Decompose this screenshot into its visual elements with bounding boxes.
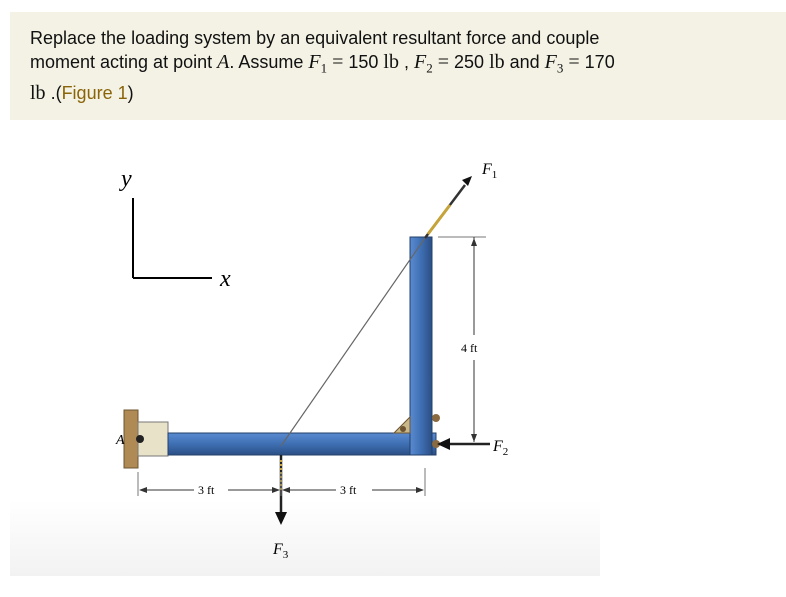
- dim-horizontal: [138, 468, 425, 496]
- f1-symbol: F: [308, 51, 321, 73]
- horizontal-member: [168, 433, 436, 455]
- f1-value: 150: [348, 52, 379, 72]
- f2-symbol: F: [414, 51, 427, 73]
- point-a-label: A: [116, 433, 125, 448]
- problem-text-end: .(: [45, 82, 62, 103]
- and-word: and: [504, 52, 545, 72]
- dim-vertical: [438, 237, 486, 442]
- problem-line-1: [30, 26, 766, 50]
- cable-line: [281, 238, 425, 446]
- f3-value: 170: [584, 52, 615, 72]
- problem-line-2: [30, 50, 766, 81]
- f3-label: $F_3$: [273, 541, 289, 561]
- f1-unit: lb: [383, 51, 399, 73]
- problem-text-2a: moment acting at point: [30, 52, 218, 72]
- problem-statement: [10, 12, 786, 120]
- wall-support: [124, 410, 168, 468]
- problem-text-1: Replace the loading system by an equivalent resultant force and couple: [30, 28, 600, 48]
- figure-1-link[interactable]: Figure 1: [61, 82, 128, 103]
- f3-unit: lb: [30, 81, 46, 104]
- point-a-marker: [136, 435, 144, 443]
- problem-line-3: [30, 81, 766, 105]
- close-paren: ): [127, 82, 134, 103]
- f3-equals: =: [563, 51, 585, 73]
- vertical-member: [410, 237, 432, 455]
- axis-y-label: y: [121, 166, 132, 192]
- f1-arrow: [425, 176, 472, 238]
- dim-vertical-label: 4 ft: [461, 341, 478, 355]
- axes-icon: [133, 198, 212, 278]
- dim-left-label: 3 ft: [198, 483, 215, 497]
- f3-symbol: F: [544, 51, 557, 73]
- f1-subscript: 1: [320, 60, 328, 76]
- f2-unit: lb: [489, 51, 505, 73]
- f3-subscript: 3: [556, 60, 564, 76]
- f2-arrow: [437, 438, 490, 450]
- dim-right-label: 3 ft: [340, 483, 357, 497]
- figure-backdrop: [10, 500, 600, 576]
- f2-equals: =: [432, 51, 454, 73]
- separator: ,: [398, 52, 414, 72]
- point-a-symbol: A: [217, 51, 230, 73]
- f2-label: $F_2$: [493, 438, 509, 458]
- figure-svg: [0, 120, 786, 592]
- axis-x-label: x: [220, 266, 231, 292]
- f1-equals: =: [327, 51, 349, 73]
- f2-subscript: 2: [426, 60, 433, 76]
- f1-label: $F_1$: [482, 161, 498, 181]
- figure-1: [0, 120, 786, 592]
- f2-value: 250: [454, 52, 485, 72]
- problem-text-2b: . Assume: [229, 52, 309, 72]
